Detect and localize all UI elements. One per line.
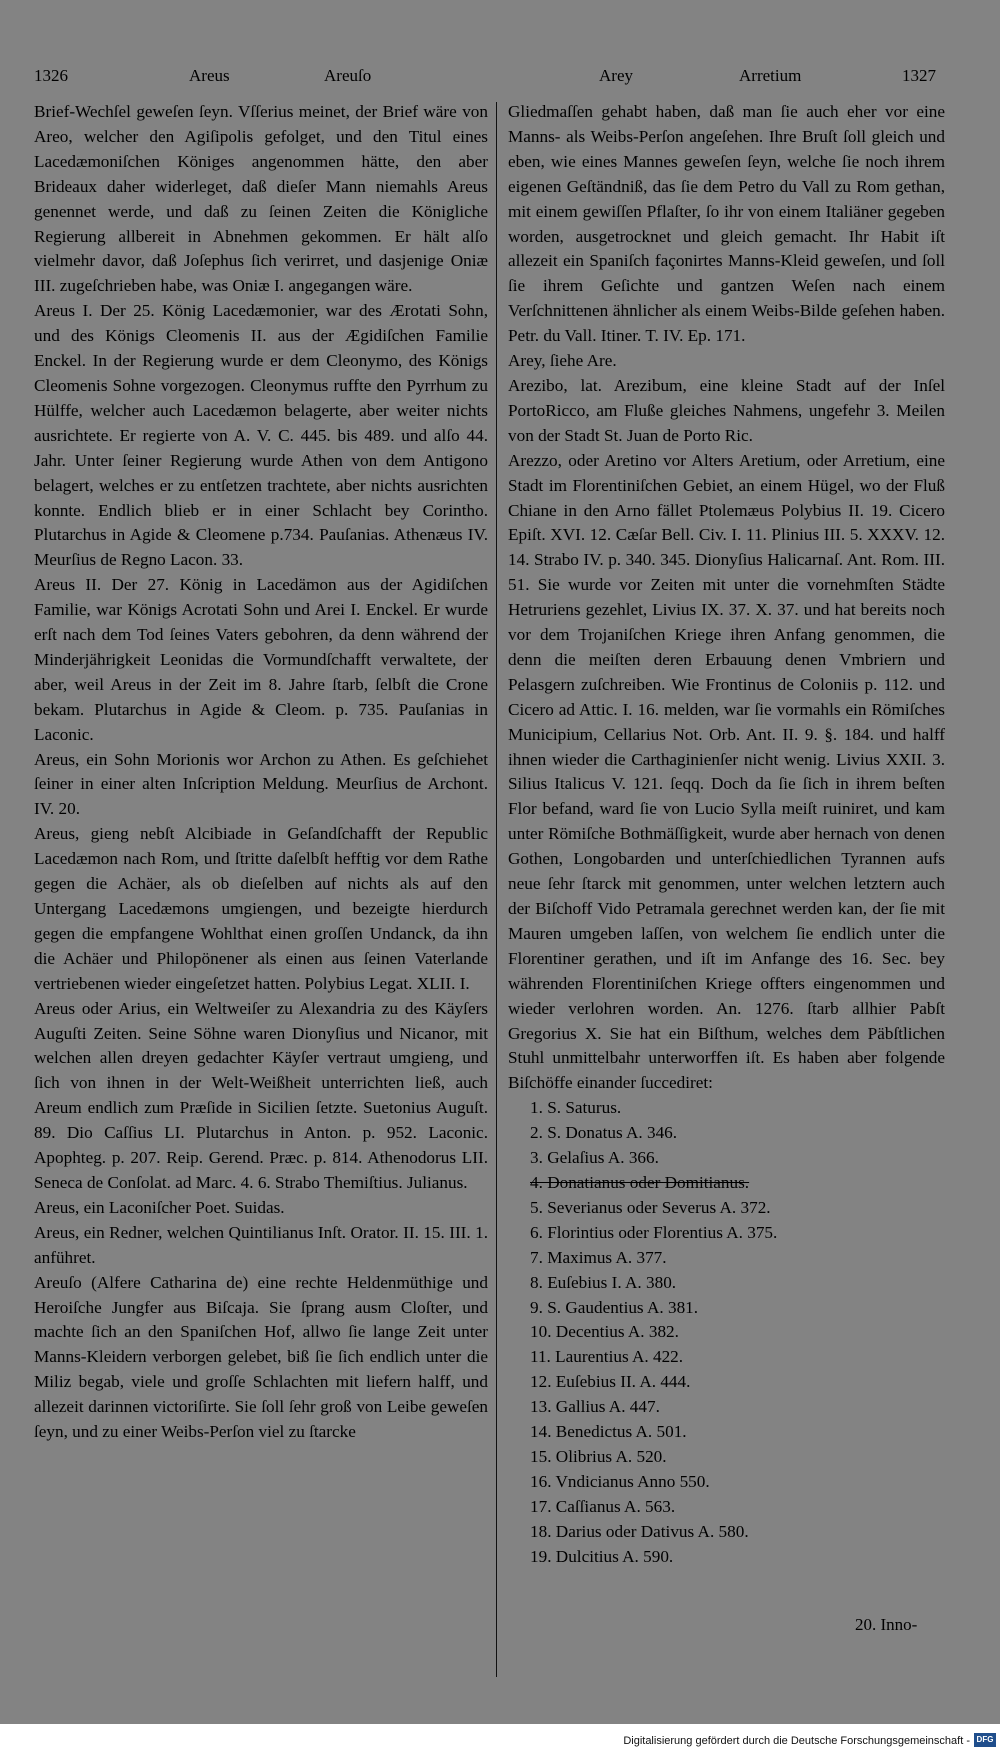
entry-arey: Arey, ſiehe Are. — [508, 351, 617, 371]
entry-areus-poet: Areus, ein Laconiſcher Poet. Suidas. — [34, 1197, 285, 1217]
entry-paragraph: Brief-Wechſel geweſen ſeyn. Vſſerius meinet, der Brief wäre von Areo, welcher den Agiſipolis gefolget, und den Titul eines Lacedæmoniſchen Königes angenommen hätte, den aber Brideaux daher widerleget, daß dieſer Mann niemahls Areus genennet werde, und daß zu ſeinen Zeiten die Königliche Regierung allbereit in Abnehmen gekommen. Er hält alſo vielmehr davor, daß Joſephus ſich verirret, und dasjenige Oniæ III. zugeſchrieben habe, was Oniæ I. angegangen wäre. — [34, 102, 488, 296]
footer-bar — [0, 1724, 1000, 1755]
list-item: 2. S. Donatus A. 346. — [530, 1123, 678, 1143]
list-item: 9. S. Gaudentius A. 381. — [530, 1297, 699, 1317]
running-head-right-2: Arretium — [739, 66, 802, 85]
funding-credit: Digitalisierung gefördert durch die Deutsche Forschungsgemeinschaft - — [623, 1735, 970, 1747]
entry-areus-i: Areus I. Der 25. König Lacedæmonier, war des Ærotati Sohn, und des Königs Cleomenis II. aus der Ægidiſchen Familie Enckel. In der Regierung wurde er dem Cleonymo, des Königs Cleomenis Sohne vorgezogen. Cleonymus ruffte den Pyrrhum zu Hülffe, welcher auch Lacedæmon belagerte, aber weiter nichts ausrichtete. Er regierte von A. V. C. 445. bis 489. und alſo 44. Jahr. Unter ſeiner Regierung wurde Athen von dem Antigono belagert, welches er zu entſetzen trachtete, aber nichts ausrichten konnte. Endlich blieb er in einer Schlacht bey Corintho. Plutarchus in Agide & Cleomene p.734. Pauſanias. Athenæus IV. Meurſius de Regno Lacon. 33. — [34, 301, 488, 570]
list-item: 19. Dulcitius A. 590. — [530, 1546, 674, 1566]
running-head-right-1: Arey — [599, 66, 633, 85]
list-item: 13. Gallius A. 447. — [530, 1397, 660, 1417]
entry-arezzo: Arezzo, oder Aretino vor Alters Aretium, oder Arretium, eine Stadt im Florentiniſchen Gebiet, an einem Hügel, wo der Fluß Chiane in den Arno fället Ptolemæus Polybius II. 19. Cicero Epiſt. XVI. 12. Cæſar Bell. Civ. I. 11. Plinius III. 5. XXXV. 12. 14. Strabo IV. p. 340. 345. Dionyſius Halicarnaſ. Ant. Rom. III. 51. Sie wurde vor Zeiten mit unter die vornehmſten Städte Hetruriens gezehlet, Livius IX. 37. X. 37. und hat bereits noch vor dem Trojaniſchen Kriege ihren Anfang genommen, die denn die meiſten deren Erbauung denen Vmbriern und Pelasgern zuſchreiben. Wie Frontinus de Coloniis p. 112. und Cicero ad Attic. I. 16. melden, war ſie vormahls ein Römiſches Municipium, Cellarius Not. Orb. Ant. II. 9. §. 184. und halff ihnen wieder die Carthaginienſer nicht wenig. Livius XXII. 3. Silius Italicus V. 121. ſeqq. Doch da ſie ſich in ihrem beſten Flor befand, ward ſie von Lucio Sylla meiſt ruiniret, und kam unter Römiſche Bothmäſſigkeit, wurde aber hernach von denen Gothen, Longobarden und unterſchiedlichen Tyrannen aufs neue ſehr ſtarck mit genommen, unter welchen letztern auch der Biſchoff Vido Petramala gerechnet werden kan, der ſie mit Mauren umgeben laſſen, von welchem ſie endlich unter die Florentiner gerathen, und iſt im Anfange des 16. Sec. bey währenden Florentiniſchen Kriege offters eingenommen und wieder verlohren worden. An. 1276. ſtarb allhier Pabſt Gregorius X. Sie hat ein Biſthum, welches dem Päbſtlichen Stuhl unmittelbahr unterworffen iſt. Es haben aber folgende Biſchöffe einander ſuccediret: — [508, 450, 945, 1093]
list-item: 17. Caſſianus A. 563. — [530, 1496, 676, 1516]
list-item: 3. Gelaſius A. 366. — [530, 1148, 659, 1168]
running-head-left-1: Areus — [189, 66, 230, 85]
dfg-logo-icon: DFG — [974, 1733, 996, 1747]
entry-areus-ii: Areus II. Der 27. König in Lacedämon aus der Agidiſchen Familie, war Königs Acrotati Sohn und Arei I. Enckel. Er wurde erſt nach dem Tod ſeines Vaters gebohren, da denn während der Minderjährigkeit Leonidas die Vormundſchafft verwaltete, der aber, weil Areus in der Zeit im 8. Jahre ſtarb, ſelbſt die Crone bekam. Plutarchus in Agide & Cleom. p. 735. Pauſanias in Laconic. — [34, 575, 488, 744]
list-item: 5. Severianus oder Severus A. 372. — [530, 1197, 771, 1217]
column-divider — [496, 102, 497, 1677]
entry-areus-morion: Areus, ein Sohn Morionis wor Archon zu Athen. Es geſchiehet ſeiner in einer alten Inſcription Meldung. Meurſius de Archont. IV. 20. — [34, 749, 488, 819]
page-number-right: 1327 — [902, 66, 936, 85]
catchword: 20. Inno- — [855, 1615, 918, 1634]
list-item: 18. Darius oder Dativus A. 580. — [530, 1521, 749, 1541]
running-head-left-2: Areuſo — [324, 66, 372, 85]
list-item: 15. Olibrius A. 520. — [530, 1446, 667, 1466]
list-item: 16. Vndicianus Anno 550. — [530, 1471, 710, 1491]
list-item: 11. Laurentius A. 422. — [530, 1347, 684, 1367]
list-item: 6. Florintius oder Florentius A. 375. — [530, 1222, 778, 1242]
right-column — [508, 100, 945, 1569]
list-item: 14. Benedictus A. 501. — [530, 1422, 687, 1442]
list-item: 12. Euſebius II. A. 444. — [530, 1372, 691, 1392]
list-item: 1. S. Saturus. — [530, 1098, 622, 1118]
page-header — [34, 66, 939, 94]
bishop-list — [508, 1096, 945, 1569]
entry-areus-arius: Areus oder Arius, ein Weltweiſer zu Alexandria zu des Käyſers Auguſti Zeiten. Seine Söhne waren Dionyſius und Nicanor, mit welchen allen dreyen gedachter Käyſer vertraut umgieng, und ſich von ihnen in der Welt-Weißheit unterrichten ließ, auch Areum endlich zum Præſide in Sicilien ſetzte. Suetonius Auguſt. 89. Dio Caſſius LI. Plutarchus in Anton. p. 952. Laconic. Apophteg. p. 207. Reip. Gerend. Præc. p. 814. Athenodorus LII. Seneca de Conſolat. ad Marc. 4. 6. Strabo Themiſtius. Julianus. — [34, 998, 488, 1192]
list-item: 8. Euſebius I. A. 380. — [530, 1272, 677, 1292]
left-column — [34, 100, 488, 1445]
entry-areuso: Areuſo (Alfere Catharina de) eine rechte Heldenmüthige und Heroiſche Jungfer aus Biſcaja. Sie ſprang ausm Cloſter, und machte ſich an den Spaniſchen Hof, allwo ſie lange Zeit unter Manns-Kleidern verborgen gelebet, biß ſie ſich endlich unter die Miliz begab, viele und groſſe Schlachten mit liefern halff, und allezeit darinnen victoriſirte. Sie ſoll ſehr groß von Leibe geweſen ſeyn, und zu einer Weibs-Perſon viel zu ſtarcke — [34, 1272, 488, 1442]
list-item: 7. Maximus A. 377. — [530, 1247, 667, 1267]
entry-arezibo: Arezibo, lat. Arezibum, eine kleine Stadt auf der Inſel PortoRicco, am Fluße gleiches Nahmens, ungefehr 3. Meilen von der Stadt St. Juan de Porto Ric. — [508, 375, 945, 445]
entry-continuation: Gliedmaſſen gehabt haben, daß man ſie auch eher vor eine Manns- als Weibs-Perſon angeſehen. Ihre Bruſt ſoll gleich und eben, wie eines Mannes geweſen ſeyn, welche ſie noch ihrem eigenen Geſtändniß, das ſie dem Petro du Vall zu Rom gethan, mit einem gewiſſen Pflaſter, ſo ihr von einem Italiäner gegeben worden, ausgetrocknet und gleich gemacht. Ihr Habit iſt allezeit ein Spaniſch façonirtes Manns-Kleid geweſen, und ſoll ſie ihrem Geſichte und gantzen Weſen nach einem Verſchnittenen ähnlicher als einem Weibs-Bilde geſehen haben. Petr. du Vall. Itiner. T. IV. Ep. 171. — [508, 102, 945, 346]
entry-areus-envoy: Areus, gieng nebſt Alcibiade in Geſandſchafft der Republic Lacedæmon nach Rom, und ſtritte daſelbſt hefftig vor dem Rathe gegen die Achäer, als ob dieſelben auf nichts als auf den Untergang Lacedæmons umgiengen, und bezeigte hierdurch gegen die empfangene Wohlthat einen groſſen Undanck, da ihn die Achäer und Philopönener als einen aus ſeinen Vaterlande vertriebenen wieder eingeſetzet hatten. Polybius Legat. XLII. I. — [34, 824, 488, 993]
entry-areus-orator: Areus, ein Redner, welchen Quintilianus Inſt. Orator. II. 15. III. 1. anführet. — [34, 1222, 488, 1267]
list-item: 10. Decentius A. 382. — [530, 1322, 679, 1342]
page-number-left: 1326 — [34, 66, 68, 85]
list-item: 4. Donatianus oder Domitianus. — [530, 1172, 750, 1192]
